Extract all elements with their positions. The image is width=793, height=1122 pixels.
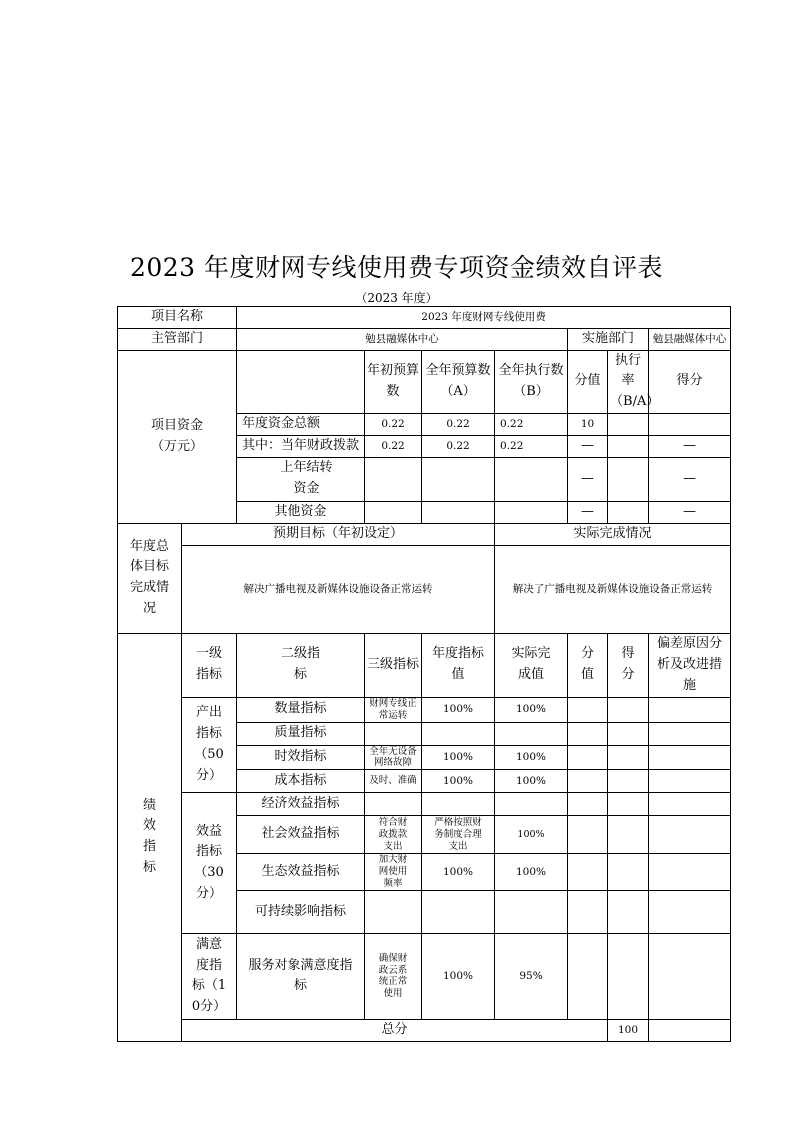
indicator-level3: 符合财政拨款支出 [365, 816, 422, 854]
indicator-group-benefit: 效益指标（30分） [182, 793, 237, 934]
indicator-actual: 100% [495, 816, 568, 854]
indicator-score-value [568, 933, 608, 1019]
funds-row-initial [365, 501, 422, 523]
total-score [649, 1019, 731, 1041]
indicator-header-actual: 实际完成值 [495, 633, 568, 697]
indicator-actual [495, 793, 568, 816]
funds-header-score: 得分 [649, 350, 731, 413]
indicator-deviation [649, 890, 731, 933]
indicator-score-value [568, 793, 608, 816]
funds-header-executed: 全年执行数（B） [495, 350, 568, 413]
indicator-deviation [649, 697, 731, 722]
funds-header-rate: 执行率（B/A） [608, 350, 649, 413]
indicator-level2: 经济效益指标 [237, 793, 365, 816]
funds-row-executed [495, 457, 568, 501]
funds-row-score: — [649, 501, 731, 523]
indicator-header-level1: 一级指标 [182, 633, 237, 697]
funds-row-initial: 0.22 [365, 435, 422, 457]
indicators-label: 绩效指标 [118, 633, 182, 1041]
funds-row-rate [608, 413, 649, 435]
indicator-actual: 95% [495, 933, 568, 1019]
indicator-score-value [568, 770, 608, 793]
indicator-score-value [568, 890, 608, 933]
year-label: （2023 年度） [355, 291, 438, 305]
goals-expected: 解决广播电视及新媒体设施设备正常运转 [182, 545, 495, 633]
indicator-deviation [649, 770, 731, 793]
indicator-level2: 成本指标 [237, 770, 365, 793]
indicator-actual: 100% [495, 770, 568, 793]
indicator-score [608, 890, 649, 933]
indicator-level3 [365, 890, 422, 933]
funds-row-executed [495, 501, 568, 523]
indicator-header-level2: 二级指标 [237, 633, 365, 697]
indicator-target: 100% [422, 745, 495, 770]
dept-label: 主管部门 [118, 328, 237, 350]
project-name: 2023 年度财网专线使用费 [237, 307, 731, 329]
impl-dept-value: 勉县融媒体中心 [649, 328, 731, 350]
funds-header-initial: 年初预算数 [365, 350, 422, 413]
funds-header-annual: 全年预算数（A） [422, 350, 495, 413]
indicator-actual: 100% [495, 697, 568, 722]
indicator-level3: 全年无设备网络故障 [365, 745, 422, 770]
indicator-level2: 时效指标 [237, 745, 365, 770]
goals-label: 年度总体目标完成情况 [118, 523, 182, 633]
indicator-level3: 确保财政云系统正常使用 [365, 933, 422, 1019]
indicator-deviation [649, 933, 731, 1019]
indicator-header-score: 得分 [608, 633, 649, 697]
funds-row-score: — [649, 435, 731, 457]
indicator-level3 [365, 722, 422, 745]
indicator-level3 [365, 793, 422, 816]
indicator-level2: 可持续影响指标 [237, 890, 365, 933]
indicator-level2: 质量指标 [237, 722, 365, 745]
indicator-score [608, 854, 649, 891]
dept-value: 勉县融媒体中心 [237, 328, 568, 350]
indicator-actual [495, 722, 568, 745]
indicator-deviation [649, 793, 731, 816]
goals-expected-header: 预期目标（年初设定） [182, 523, 495, 545]
indicator-deviation [649, 854, 731, 891]
funds-header-score-value: 分值 [568, 350, 608, 413]
indicator-actual: 100% [495, 745, 568, 770]
funds-row-rate [608, 457, 649, 501]
indicator-level3: 财网专线正常运转 [365, 697, 422, 722]
indicator-score [608, 770, 649, 793]
funds-row-score-value: — [568, 435, 608, 457]
indicator-actual: 100% [495, 854, 568, 891]
indicator-level3: 及时、准确 [365, 770, 422, 793]
funds-row-name: 年度资金总额 [237, 413, 365, 435]
funds-row-score-value: — [568, 457, 608, 501]
indicator-header-target: 年度指标值 [422, 633, 495, 697]
total-value: 100 [608, 1019, 649, 1041]
indicator-score [608, 745, 649, 770]
project-name-label: 项目名称 [118, 307, 237, 329]
funds-row-annual: 0.22 [422, 413, 495, 435]
funds-row-rate [608, 435, 649, 457]
funds-row-executed: 0.22 [495, 435, 568, 457]
funds-row-initial: 0.22 [365, 413, 422, 435]
indicator-header-deviation: 偏差原因分析及改进措施 [649, 633, 731, 697]
indicator-score-value [568, 816, 608, 854]
indicator-score-value [568, 745, 608, 770]
funds-row-name: 上年结转资金 [237, 457, 365, 501]
indicator-score [608, 793, 649, 816]
indicator-score-value [568, 854, 608, 891]
indicator-score [608, 722, 649, 745]
funds-row-annual [422, 457, 495, 501]
indicator-header-score-value: 分值 [568, 633, 608, 697]
funds-row-name: 其中：当年财政拨款 [237, 435, 365, 457]
funds-row-score: — [649, 457, 731, 501]
indicator-level3: 加大财网使用频率 [365, 854, 422, 891]
funds-row-executed: 0.22 [495, 413, 568, 435]
indicator-group-satisfaction: 满意度指标（10分） [182, 933, 237, 1019]
page-title: 2023 年度财网专线使用费专项资金绩效自评表 [129, 253, 664, 282]
goals-actual: 解决了广播电视及新媒体设施设备正常运转 [495, 545, 731, 633]
funds-row-name: 其他资金 [237, 501, 365, 523]
funds-row-annual [422, 501, 495, 523]
indicator-actual [495, 890, 568, 933]
indicator-target [422, 793, 495, 816]
funds-label: 项目资金（万元） [118, 350, 237, 523]
indicator-level2: 服务对象满意度指标 [237, 933, 365, 1019]
indicator-score-value [568, 697, 608, 722]
funds-row-initial [365, 457, 422, 501]
indicator-target [422, 722, 495, 745]
indicator-target: 100% [422, 697, 495, 722]
indicator-deviation [649, 816, 731, 854]
indicator-level2: 社会效益指标 [237, 816, 365, 854]
funds-row-annual: 0.22 [422, 435, 495, 457]
funds-row-rate [608, 501, 649, 523]
indicator-level2: 数量指标 [237, 697, 365, 722]
funds-row-score-value: — [568, 501, 608, 523]
indicator-group-output: 产出指标（50分） [182, 697, 237, 793]
indicator-level2: 生态效益指标 [237, 854, 365, 891]
indicator-deviation [649, 722, 731, 745]
impl-dept-label: 实施部门 [568, 328, 649, 350]
indicator-deviation [649, 745, 731, 770]
evaluation-table [117, 306, 731, 1042]
indicator-target: 严格按照财务制度合理支出 [422, 816, 495, 854]
indicator-score [608, 933, 649, 1019]
total-label: 总分 [182, 1019, 608, 1041]
indicator-score [608, 816, 649, 854]
funds-header-blank [237, 350, 365, 413]
funds-row-score-value: 10 [568, 413, 608, 435]
indicator-target: 100% [422, 854, 495, 891]
indicator-target: 100% [422, 770, 495, 793]
goals-actual-header: 实际完成情况 [495, 523, 731, 545]
indicator-target [422, 890, 495, 933]
indicator-target: 100% [422, 933, 495, 1019]
funds-row-score [649, 413, 731, 435]
indicator-header-level3: 三级指标 [365, 633, 422, 697]
indicator-score [608, 697, 649, 722]
indicator-score-value [568, 722, 608, 745]
